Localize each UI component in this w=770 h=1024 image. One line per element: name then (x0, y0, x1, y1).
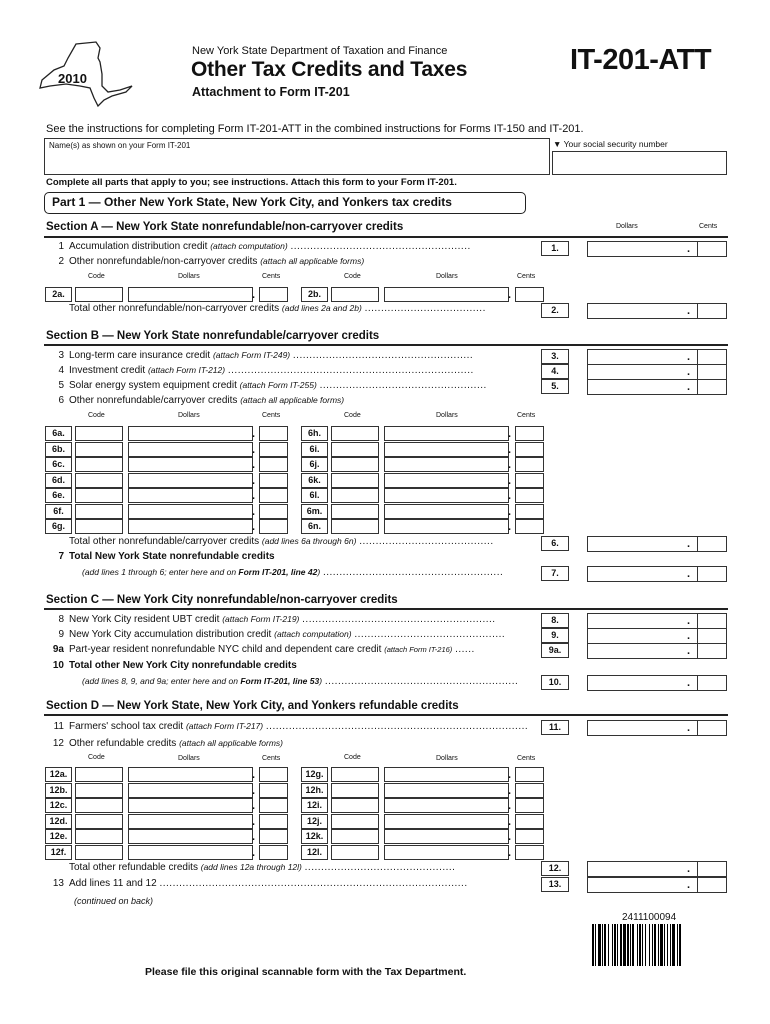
dollars-input[interactable] (128, 798, 256, 813)
code-input[interactable] (75, 457, 123, 472)
decimal-point: . (687, 645, 691, 657)
line-2: 2 Other nonrefundable/non-carryover credits (attach all applicable forms) (58, 256, 365, 267)
code-line-label: 12k. (301, 829, 328, 844)
section-c-title: Section C — New York City nonrefundable/non-carryover credits (46, 594, 398, 606)
decimal-point: . (687, 863, 691, 875)
dollars-input[interactable] (384, 457, 512, 472)
dollars-input[interactable] (384, 829, 512, 844)
line-5: 5 Solar energy system equipment credit (attach Form IT-255) ................................................... (58, 380, 487, 391)
instructions-text: See the instructions for completing Form IT-201-ATT in the combined instructions for Forms IT-150 and IT-201. (46, 123, 584, 135)
dollars-input[interactable] (384, 798, 512, 813)
code-header: Code (344, 412, 361, 419)
line-6-amount[interactable] (587, 536, 727, 552)
cents-input[interactable] (259, 504, 288, 519)
decimal-point: . (252, 815, 256, 828)
decimal-point: . (252, 289, 256, 301)
code-input[interactable] (75, 504, 123, 519)
code-input[interactable] (75, 767, 123, 782)
cents-input[interactable] (259, 829, 288, 844)
cents-input[interactable] (259, 426, 288, 441)
code-input[interactable] (331, 442, 379, 457)
line-10: 10 Total other New York City nonrefundable credits (52, 660, 297, 671)
cents-input[interactable] (515, 426, 544, 441)
barcode-number: 2411100094 (622, 912, 677, 923)
code-line-label: 12e. (45, 829, 72, 844)
decimal-point: . (687, 568, 691, 580)
code-header: Code (88, 273, 105, 280)
decimal-point: . (252, 474, 256, 487)
line-2-total: Total other nonrefundable/non-carryover credits (add lines 2a and 2b) ..................................... (69, 303, 486, 314)
code-line-label: 12g. (301, 767, 328, 782)
decimal-point: . (687, 351, 691, 363)
dollars-input[interactable] (128, 783, 256, 798)
cents-input[interactable] (515, 519, 544, 534)
decimal-point: . (508, 815, 512, 828)
code-line-label: 6h. (301, 426, 328, 441)
decimal-point: . (508, 505, 512, 518)
section-rule (44, 714, 728, 716)
decimal-point: . (687, 630, 691, 642)
cents-input[interactable] (515, 442, 544, 457)
cents-input[interactable] (515, 783, 544, 798)
line-12-total: Total other refundable credits (add lines 12a through 12l) .............................................. (69, 862, 456, 873)
code-input[interactable] (331, 767, 379, 782)
line-13: 13 Add lines 11 and 12 .............................................................................................. (52, 878, 468, 889)
code-input[interactable] (331, 814, 379, 829)
dollars-input[interactable] (128, 442, 256, 457)
code-line-label: 6c. (45, 457, 72, 472)
code-input[interactable] (75, 845, 123, 860)
cents-input[interactable] (259, 519, 288, 534)
code-input[interactable] (331, 829, 379, 844)
cents-input[interactable] (259, 442, 288, 457)
decimal-point: . (252, 846, 256, 859)
dollars-input[interactable] (128, 473, 256, 488)
code-line-label: 6g. (45, 519, 72, 534)
line-11-amount[interactable] (587, 720, 727, 736)
dollars-input[interactable] (128, 829, 256, 844)
cents-input[interactable] (259, 814, 288, 829)
line-9-amount[interactable] (587, 628, 727, 644)
tax-year: 2010 (58, 71, 87, 86)
decimal-point: . (687, 538, 691, 550)
section-d-title: Section D — New York State, New York City, and Yonkers refundable credits (46, 700, 459, 712)
decimal-point: . (508, 490, 512, 502)
dollars-input[interactable] (384, 442, 512, 457)
code-line-label: 2b. (301, 287, 328, 302)
line-8: 8 New York City resident UBT credit (attach Form IT-219) ........................................................... (58, 614, 496, 625)
dollars-input[interactable] (384, 488, 512, 503)
line-5-label: 5. (541, 379, 569, 394)
part1-heading: Part 1 — Other New York State, New York City, and Yonkers tax credits (44, 192, 526, 214)
decimal-point: . (687, 615, 691, 627)
decimal-point: . (252, 490, 256, 502)
cents-subheader: Cents (517, 412, 536, 419)
line-11: 11 Farmers' school tax credit (attach Form IT-217) ................................................................................ (53, 721, 529, 732)
cents-subheader: Cents (262, 755, 281, 762)
code-header: Code (344, 754, 361, 761)
cents-input[interactable] (515, 767, 544, 782)
code-input[interactable] (331, 488, 379, 503)
code-line-label: 12j. (301, 814, 328, 829)
line-3-label: 3. (541, 349, 569, 364)
code-header: Code (88, 754, 105, 761)
cents-input[interactable] (259, 845, 288, 860)
line-1: 1 Accumulation distribution credit (attach computation) ....................................................... (58, 241, 471, 252)
line-4: 4 Investment credit (attach Form IT-212) ........................................................................... (58, 365, 474, 376)
cents-input[interactable] (515, 798, 544, 813)
line-7-amount[interactable] (587, 566, 727, 582)
line-3-amount[interactable] (587, 349, 727, 365)
decimal-point: . (252, 505, 256, 518)
code-line-label: 6l. (301, 488, 328, 503)
decimal-point: . (687, 366, 691, 378)
code-line-label: 2a. (45, 287, 72, 302)
code-line-label: 12b. (45, 783, 72, 798)
code-input[interactable] (331, 798, 379, 813)
code-input[interactable] (75, 442, 123, 457)
code-input[interactable] (331, 426, 379, 441)
dollars-input[interactable] (128, 287, 256, 302)
decimal-point: . (508, 769, 512, 781)
code-input[interactable] (331, 457, 379, 472)
line-6-total: Total other nonrefundable/carryover credits (add lines 6a through 6n) ......................................... (69, 536, 494, 547)
decimal-point: . (687, 722, 691, 734)
code-input[interactable] (75, 814, 123, 829)
section-rule (44, 344, 728, 346)
decimal-point: . (508, 800, 512, 812)
code-input[interactable] (331, 783, 379, 798)
line-1-amount[interactable] (587, 241, 727, 257)
code-input[interactable] (75, 426, 123, 441)
line-12-label: 12. (541, 861, 569, 876)
line-6: 6 Other nonrefundable/carryover credits (attach all applicable forms) (58, 395, 345, 406)
decimal-point: . (687, 879, 691, 891)
name-field[interactable] (44, 138, 550, 175)
dollars-input[interactable] (128, 488, 256, 503)
dollars-input[interactable] (128, 426, 256, 441)
footer-note: Please file this original scannable form with the Tax Department. (145, 966, 467, 978)
dollars-input[interactable] (128, 504, 256, 519)
barcode-bar (681, 924, 682, 966)
decimal-point: . (508, 784, 512, 797)
decimal-point: . (508, 459, 512, 471)
cents-subheader: Cents (517, 755, 536, 762)
code-line-label: 12i. (301, 798, 328, 813)
cents-input[interactable] (515, 287, 544, 302)
decimal-point: . (252, 784, 256, 797)
line-8-label: 8. (541, 613, 569, 628)
line-11-label: 11. (541, 720, 569, 735)
code-input[interactable] (75, 519, 123, 534)
line-9a: 9a Part-year resident nonrefundable NYC child and dependent care credit (attach Form IT-216) ...... (52, 644, 475, 655)
decimal-point: . (687, 381, 691, 393)
decimal-point: . (252, 428, 256, 440)
code-line-label: 12c. (45, 798, 72, 813)
code-input[interactable] (75, 829, 123, 844)
section-rule (44, 608, 728, 610)
line-8-amount[interactable] (587, 613, 727, 629)
cents-subheader: Cents (517, 273, 536, 280)
code-input[interactable] (75, 488, 123, 503)
line-4-label: 4. (541, 364, 569, 379)
form-title: Other Tax Credits and Taxes (191, 58, 468, 81)
decimal-point: . (508, 521, 512, 533)
code-line-label: 6f. (45, 504, 72, 519)
line-7-detail: (add lines 1 through 6; enter here and on Form IT-201, line 42) ....................................................... (82, 567, 504, 578)
cents-input[interactable] (515, 473, 544, 488)
cents-input[interactable] (259, 798, 288, 813)
form-id: IT-201-ATT (570, 44, 712, 76)
line-2-amount[interactable] (587, 303, 727, 319)
line-13-amount[interactable] (587, 877, 727, 893)
cents-input[interactable] (515, 814, 544, 829)
code-input[interactable] (75, 783, 123, 798)
decimal-point: . (252, 769, 256, 781)
line-2-label: 2. (541, 303, 569, 318)
section-b-title: Section B — New York State nonrefundable/carryover credits (46, 330, 380, 342)
line-10-detail: (add lines 8, 9, and 9a; enter here and on Form IT-201, line 53) ........................................................... (82, 676, 519, 687)
cents-input[interactable] (515, 504, 544, 519)
decimal-point: . (252, 521, 256, 533)
code-input[interactable] (75, 473, 123, 488)
line-12-amount[interactable] (587, 861, 727, 877)
dollars-input[interactable] (128, 457, 256, 472)
dollars-subheader: Dollars (178, 273, 200, 280)
line-7: 7 Total New York State nonrefundable credits (58, 551, 275, 562)
decimal-point: . (508, 474, 512, 487)
dollars-header: Dollars (616, 223, 638, 230)
decimal-point: . (252, 800, 256, 812)
code-line-label: 12f. (45, 845, 72, 860)
dollars-input[interactable] (384, 845, 512, 860)
line-5-amount[interactable] (587, 379, 727, 395)
decimal-point: . (687, 305, 691, 317)
line-10-label: 10. (541, 675, 569, 690)
dollars-subheader: Dollars (178, 755, 200, 762)
code-input[interactable] (75, 287, 123, 302)
code-line-label: 6a. (45, 426, 72, 441)
line-10-amount[interactable] (587, 675, 727, 691)
dollars-input[interactable] (128, 845, 256, 860)
cents-input[interactable] (515, 488, 544, 503)
cents-subheader: Cents (262, 273, 281, 280)
decimal-point: . (687, 677, 691, 689)
decimal-point: . (252, 831, 256, 843)
decimal-point: . (508, 443, 512, 456)
code-line-label: 6j. (301, 457, 328, 472)
decimal-point: . (252, 459, 256, 471)
dollars-input[interactable] (384, 814, 512, 829)
cents-input[interactable] (259, 457, 288, 472)
decimal-point: . (687, 243, 691, 255)
dollars-input[interactable] (384, 767, 512, 782)
dollars-input[interactable] (384, 473, 512, 488)
department-name: New York State Department of Taxation and Finance (192, 45, 448, 57)
dollars-input[interactable] (128, 767, 256, 782)
cents-input[interactable] (515, 829, 544, 844)
section-rule (44, 236, 728, 238)
code-line-label: 6m. (301, 504, 328, 519)
cents-input[interactable] (259, 287, 288, 302)
code-header: Code (344, 273, 361, 280)
cents-input[interactable] (515, 845, 544, 860)
cents-subheader: Cents (262, 412, 281, 419)
continued-note: (continued on back) (74, 896, 154, 906)
barcode-image (592, 924, 730, 966)
line-4-amount[interactable] (587, 364, 727, 380)
dollars-input[interactable] (128, 814, 256, 829)
cents-header: Cents (699, 223, 718, 230)
line-12: 12 Other refundable credits (attach all applicable forms) (52, 738, 283, 749)
dollars-input[interactable] (384, 287, 512, 302)
code-input[interactable] (331, 287, 379, 302)
ssn-field[interactable] (552, 151, 727, 175)
line-13-label: 13. (541, 877, 569, 892)
code-input[interactable] (331, 845, 379, 860)
code-input[interactable] (331, 519, 379, 534)
code-input[interactable] (331, 504, 379, 519)
line-9a-label: 9a. (541, 643, 569, 658)
cents-input[interactable] (259, 783, 288, 798)
dollars-input[interactable] (128, 519, 256, 534)
line-7-label: 7. (541, 566, 569, 581)
cents-input[interactable] (515, 457, 544, 472)
decimal-point: . (508, 831, 512, 843)
line-9: 9 New York City accumulation distribution credit (attach computation) .............................................. (58, 629, 506, 640)
line-1-label: 1. (541, 241, 569, 256)
dollars-input[interactable] (384, 504, 512, 519)
code-line-label: 6b. (45, 442, 72, 457)
dollars-input[interactable] (384, 519, 512, 534)
code-line-label: 12d. (45, 814, 72, 829)
code-line-label: 12l. (301, 845, 328, 860)
cents-input[interactable] (259, 473, 288, 488)
dollars-subheader: Dollars (436, 273, 458, 280)
code-header: Code (88, 412, 105, 419)
code-line-label: 12h. (301, 783, 328, 798)
code-input[interactable] (75, 798, 123, 813)
decimal-point: . (252, 443, 256, 456)
line-6-label: 6. (541, 536, 569, 551)
code-line-label: 12a. (45, 767, 72, 782)
code-line-label: 6n. (301, 519, 328, 534)
section-a-title: Section A — New York State nonrefundable/non-carryover credits (46, 221, 404, 233)
cents-input[interactable] (259, 488, 288, 503)
code-line-label: 6e. (45, 488, 72, 503)
line-9a-amount[interactable] (587, 643, 727, 659)
line-3: 3 Long-term care insurance credit (attach Form IT-249) ....................................................... (58, 350, 474, 361)
decimal-point: . (508, 428, 512, 440)
complete-note: Complete all parts that apply to you; see instructions. Attach this form to your Form IT-201. (46, 177, 457, 188)
decimal-point: . (508, 289, 512, 301)
line-9-label: 9. (541, 628, 569, 643)
code-line-label: 6i. (301, 442, 328, 457)
dollars-subheader: Dollars (178, 412, 200, 419)
form-subtitle: Attachment to Form IT-201 (192, 85, 350, 99)
dollars-input[interactable] (384, 426, 512, 441)
decimal-point: . (508, 846, 512, 859)
cents-input[interactable] (259, 767, 288, 782)
code-line-label: 6d. (45, 473, 72, 488)
dollars-input[interactable] (384, 783, 512, 798)
name-label: Name(s) as shown on your Form IT-201 (49, 141, 191, 150)
dollars-subheader: Dollars (436, 755, 458, 762)
dollars-subheader: Dollars (436, 412, 458, 419)
ssn-label: ▼ Your social security number (553, 139, 668, 149)
code-line-label: 6k. (301, 473, 328, 488)
code-input[interactable] (331, 473, 379, 488)
